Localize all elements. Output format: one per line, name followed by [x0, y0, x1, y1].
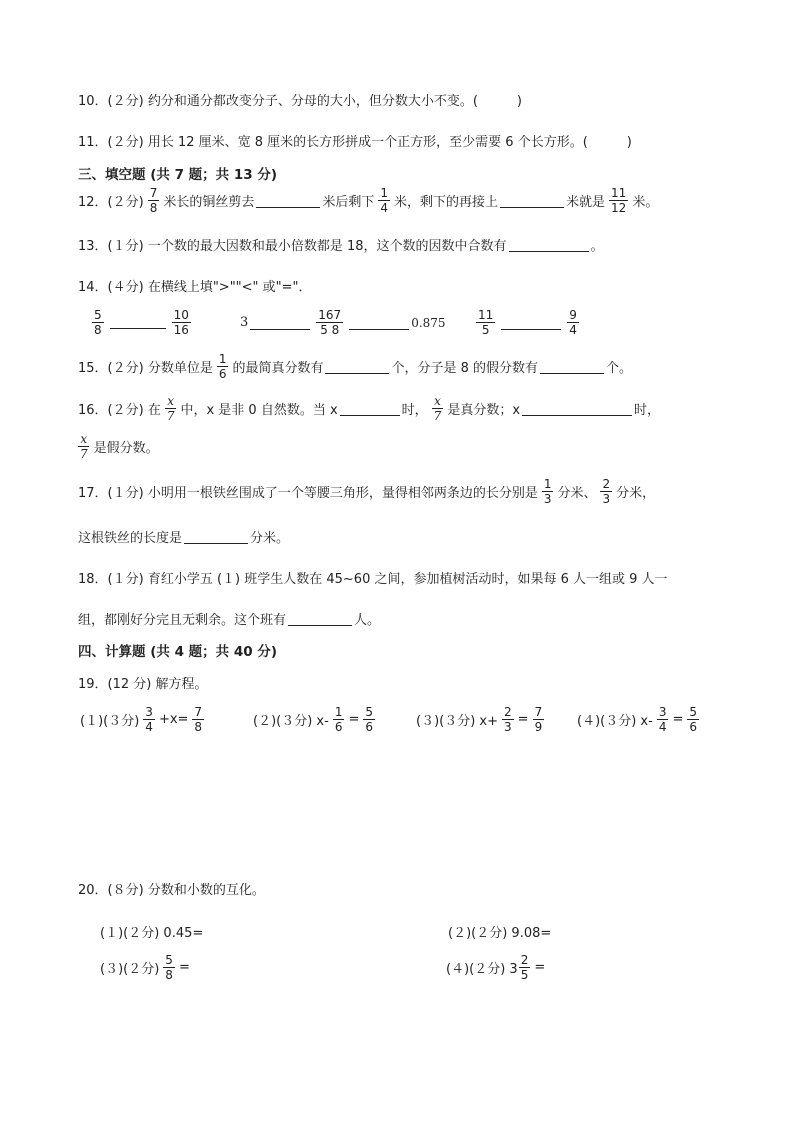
- equation-label: (３)(３分) x+: [416, 714, 499, 729]
- fraction: $\frac{1}{3}$: [543, 477, 552, 506]
- q14-compare-2: [240, 308, 446, 337]
- answer-blank[interactable]: [540, 359, 604, 374]
- conversion-2: [448, 922, 551, 941]
- equation-text: +x=: [158, 712, 189, 727]
- section-3-heading: [78, 163, 277, 183]
- question-10: [78, 90, 522, 109]
- equation-1: [80, 705, 208, 734]
- question-17: [78, 477, 655, 506]
- fraction: $\frac{3}{4}$: [658, 705, 667, 734]
- q14-text: 14．(４分) 在横线上填">""<" 或"="．: [78, 280, 312, 295]
- q20-text: 20．(８分) 分数和小数的互化。: [78, 883, 265, 898]
- conversion-label: (４)(２分) 3: [446, 962, 518, 977]
- question-12: [78, 186, 658, 215]
- fraction: $\frac{5}{6}$: [365, 705, 373, 734]
- section-3-title: 三、填空题 (共 7 题；共 13 分): [78, 167, 278, 183]
- fraction: $\frac{5}{8}$: [165, 953, 173, 982]
- answer-blank[interactable]: [500, 193, 564, 208]
- answer-blank[interactable]: [110, 314, 166, 329]
- equation-label: (４)(３分) x-: [577, 714, 653, 729]
- number: 0.875: [411, 315, 446, 330]
- answer-blank[interactable]: [256, 193, 320, 208]
- question-10-text: 10．(２分) 约分和通分都改变分子、分母的大小，但分数大小不变。( ): [78, 94, 522, 109]
- q13-text: 。: [590, 239, 604, 254]
- answer-blank[interactable]: [250, 315, 310, 330]
- question-18-cont: [78, 609, 380, 628]
- fraction: $\frac{11}{12}$: [611, 186, 627, 215]
- answer-blank[interactable]: [349, 315, 409, 330]
- question-15: [78, 352, 632, 381]
- q16-text: 中，x 是非 0 自然数。当 x: [180, 403, 338, 418]
- question-14: [78, 276, 312, 295]
- conversion-text: (２)(２分) 9.08=: [448, 926, 552, 941]
- q16-text: 是真分数；x: [447, 403, 521, 418]
- question-16-cont: [78, 432, 159, 461]
- question-19: [78, 673, 208, 692]
- q18-text: 组，都刚好分完且无剩余。这个班有: [78, 613, 287, 628]
- q15-text: 个，分子是 8 的假分数有: [391, 361, 539, 376]
- question-13: [78, 235, 604, 254]
- fraction: $\frac{9}{4}$: [569, 308, 577, 337]
- conversion-text: =: [178, 960, 190, 975]
- fraction: $\frac{x}{7}$: [433, 394, 442, 423]
- conversion-4: [446, 953, 545, 982]
- fraction: $\frac{3}{4}$: [145, 705, 153, 734]
- q16-text: 是假分数。: [93, 441, 159, 456]
- answer-blank[interactable]: [325, 359, 389, 374]
- q17-text: 这根铁丝的长度是: [78, 531, 183, 546]
- q15-text: 个。: [606, 361, 633, 376]
- fraction: $\frac{1}{4}$: [380, 186, 388, 215]
- answer-blank[interactable]: [501, 315, 561, 330]
- conversion-text: =: [534, 960, 546, 975]
- conversion-3: [100, 953, 190, 982]
- number: 3: [240, 315, 249, 330]
- conversion-label: (３)(２分): [100, 962, 160, 977]
- q12-number: 12．(２分): [78, 195, 144, 210]
- equation-label: (１)(３分): [80, 714, 140, 729]
- fraction: $\frac{7}{8}$: [149, 186, 158, 215]
- answer-blank[interactable]: [522, 401, 632, 416]
- q12-text: 米。: [632, 195, 659, 210]
- equation-4: [577, 705, 703, 734]
- answer-blank[interactable]: [340, 401, 400, 416]
- question-11-text: 11．(２分) 用长 12 厘米、宽 8 厘米的长方形拼成一个正方形，至少需要 6 个长方形。( ): [78, 135, 632, 150]
- fraction: $\frac{2}{5}$: [520, 953, 529, 982]
- q14-compare-1: [88, 308, 195, 337]
- equation-3: [416, 705, 548, 734]
- equation-text: =: [517, 712, 529, 727]
- question-18: [78, 568, 668, 587]
- answer-blank[interactable]: [288, 611, 352, 626]
- q13-text: 13．(１分) 一个数的最大因数和最小倍数都是 18，这个数的因数中合数有: [78, 239, 507, 254]
- conversion-text: (１)(２分) 0.45=: [100, 926, 204, 941]
- q12-text: 米长的铜丝剪去: [163, 195, 255, 210]
- q12-text: 米，剩下的再接上: [394, 195, 499, 210]
- q17-text: 分米，: [616, 486, 656, 501]
- question-17-cont: [78, 527, 289, 546]
- fraction: $\frac{5}{8}$: [94, 308, 102, 337]
- q19-text: 19．(12 分) 解方程。: [78, 677, 208, 692]
- fraction: $\frac{1}{6}$: [334, 705, 343, 734]
- fraction: $\frac{10}{16}$: [173, 308, 189, 337]
- q16-text: 时，: [634, 403, 661, 418]
- equation-text: =: [348, 712, 360, 727]
- fraction: $\frac{2}{3}$: [602, 477, 611, 506]
- fraction: $\frac{1}{6}$: [218, 352, 227, 381]
- q14-compare-3: [472, 308, 583, 337]
- q15-text: 15．(２分) 分数单位是: [78, 361, 213, 376]
- fraction: $\frac{7}{9}$: [534, 705, 543, 734]
- section-4-heading: [78, 640, 277, 660]
- fraction: $\frac{2}{3}$: [504, 705, 512, 734]
- question-16: [78, 394, 660, 423]
- equation-text: =: [672, 712, 684, 727]
- conversion-1: [100, 922, 203, 941]
- equation-label: (２)(３分) x-: [253, 714, 329, 729]
- q17-text: 分米。: [250, 531, 290, 546]
- section-4-title: 四、计算题 (共 4 题；共 40 分): [78, 644, 278, 660]
- fraction: $\frac{x}{7}$: [80, 432, 88, 461]
- q12-text: 米后剩下: [322, 195, 375, 210]
- question-11: [78, 131, 632, 150]
- answer-blank[interactable]: [184, 529, 248, 544]
- fraction: $\frac{5}{6}$: [689, 705, 697, 734]
- q16-text: 16．(２分) 在: [78, 403, 161, 418]
- question-20: [78, 879, 265, 898]
- fraction: $\frac{x}{7}$: [166, 394, 175, 423]
- answer-blank[interactable]: [509, 237, 589, 252]
- fraction: $\frac{167}{5 8}$: [318, 308, 342, 337]
- fraction: $\frac{7}{8}$: [194, 705, 203, 734]
- q16-text: 时，: [401, 403, 428, 418]
- equation-2: [253, 705, 379, 734]
- q15-text: 的最简真分数有: [232, 361, 324, 376]
- q17-text: 17．(１分) 小明用一根铁丝围成了一个等腰三角形，量得相邻两条边的长分别是: [78, 486, 538, 501]
- q17-text: 分米、: [557, 486, 597, 501]
- q12-text: 米就是: [566, 195, 606, 210]
- fraction: $\frac{11}{5}$: [478, 308, 494, 337]
- q18-text: 人。: [354, 613, 381, 628]
- q18-text: 18．(１分) 育红小学五 (１) 班学生人数在 45~60 之间，参加植树活动时，如果每 6 人一组或 9 人一: [78, 572, 668, 587]
